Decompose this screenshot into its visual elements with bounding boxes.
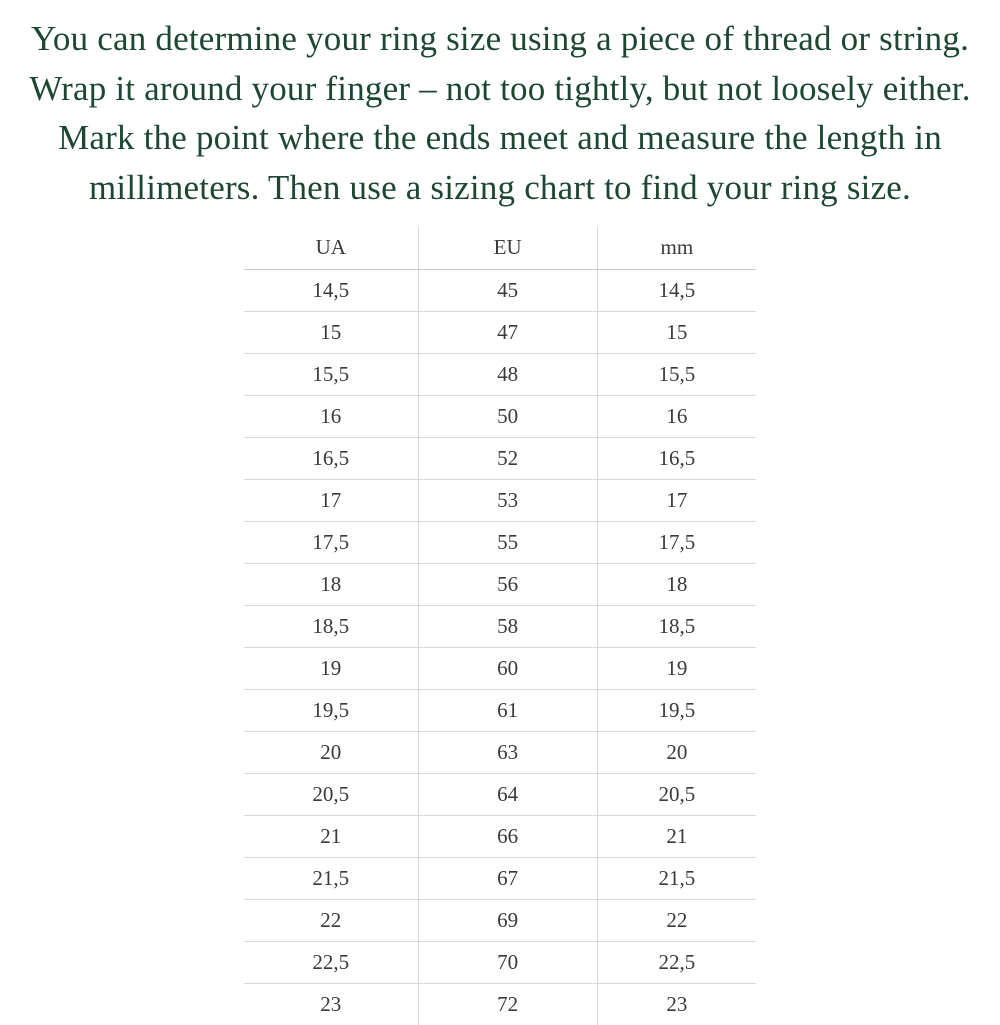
cell-eu: 55 xyxy=(418,521,597,563)
cell-mm: 17 xyxy=(597,479,756,521)
cell-ua: 22 xyxy=(244,899,418,941)
cell-eu: 53 xyxy=(418,479,597,521)
size-chart-container xyxy=(244,227,756,1025)
cell-ua: 17 xyxy=(244,479,418,521)
cell-mm: 15 xyxy=(597,311,756,353)
cell-mm: 16,5 xyxy=(597,437,756,479)
cell-mm: 17,5 xyxy=(597,521,756,563)
cell-eu: 69 xyxy=(418,899,597,941)
table-row xyxy=(244,857,756,899)
cell-mm: 19 xyxy=(597,647,756,689)
cell-eu: 63 xyxy=(418,731,597,773)
table-row xyxy=(244,605,756,647)
cell-eu: 52 xyxy=(418,437,597,479)
table-row xyxy=(244,479,756,521)
cell-mm: 20 xyxy=(597,731,756,773)
table-row xyxy=(244,353,756,395)
table-row xyxy=(244,731,756,773)
table-header xyxy=(244,227,756,270)
cell-ua: 15 xyxy=(244,311,418,353)
table-row xyxy=(244,773,756,815)
column-header-mm: mm xyxy=(597,227,756,270)
cell-mm: 23 xyxy=(666,991,688,1016)
cell-ua: 19 xyxy=(244,647,418,689)
cell-eu: 64 xyxy=(418,773,597,815)
cell-mm: 20,5 xyxy=(597,773,756,815)
table-row xyxy=(244,563,756,605)
cell-mm: 18 xyxy=(597,563,756,605)
cell-eu: 61 xyxy=(418,689,597,731)
cell-eu: 58 xyxy=(418,605,597,647)
cell-eu: 67 xyxy=(418,857,597,899)
cell-ua: 15,5 xyxy=(244,353,418,395)
cell-mm: 14,5 xyxy=(597,269,756,311)
cell-mm: 22,5 xyxy=(597,941,756,983)
cell-eu: 70 xyxy=(418,941,597,983)
cell-eu: 48 xyxy=(418,353,597,395)
cell-eu: 66 xyxy=(418,815,597,857)
table-row xyxy=(244,899,756,941)
column-header-ua: UA xyxy=(244,227,418,270)
cell-ua: 16 xyxy=(244,395,418,437)
table-row xyxy=(244,815,756,857)
cell-ua: 22,5 xyxy=(244,941,418,983)
table-header-row xyxy=(244,227,756,270)
cell-eu: 50 xyxy=(418,395,597,437)
cell-mm: 22 xyxy=(597,899,756,941)
cell-ua: 18 xyxy=(244,563,418,605)
cell-eu: 47 xyxy=(418,311,597,353)
cell-ua: 21,5 xyxy=(244,857,418,899)
table-row xyxy=(244,395,756,437)
cell-eu: 60 xyxy=(418,647,597,689)
table-row xyxy=(244,983,756,1025)
table-row xyxy=(244,311,756,353)
cell-ua: 17,5 xyxy=(244,521,418,563)
table-row xyxy=(244,521,756,563)
cell-eu: 45 xyxy=(418,269,597,311)
cell-mm: 15,5 xyxy=(597,353,756,395)
cell-eu: 56 xyxy=(418,563,597,605)
cell-mm: 21,5 xyxy=(597,857,756,899)
cell-ua: 20 xyxy=(244,731,418,773)
table-row xyxy=(244,689,756,731)
cell-ua: 14,5 xyxy=(244,269,418,311)
table-body xyxy=(244,269,756,1025)
table-row xyxy=(244,437,756,479)
ring-size-table xyxy=(244,227,756,1025)
cell-ua: 20,5 xyxy=(244,773,418,815)
cell-mm: 18,5 xyxy=(597,605,756,647)
cell-ua: 19,5 xyxy=(244,689,418,731)
table-row xyxy=(244,941,756,983)
cell-mm: 21 xyxy=(597,815,756,857)
cell-ua: 23 xyxy=(244,983,418,1025)
column-header-eu: EU xyxy=(418,227,597,270)
cell-eu: 72 xyxy=(418,983,597,1025)
intro-paragraph: You can determine your ring size using a piece of thread or string. Wrap it around your finger – not too tightly, but not loosely either. Mark the point where the ends meet and measure the length in millimeters. Then use a sizing chart to find your ring size. xyxy=(29,19,971,208)
cell-ua: 16,5 xyxy=(244,437,418,479)
cell-mm: 19,5 xyxy=(597,689,756,731)
cell-ua: 18,5 xyxy=(244,605,418,647)
cell-mm: 16 xyxy=(597,395,756,437)
cell-ua: 21 xyxy=(244,815,418,857)
table-row xyxy=(244,647,756,689)
table-row xyxy=(244,269,756,311)
